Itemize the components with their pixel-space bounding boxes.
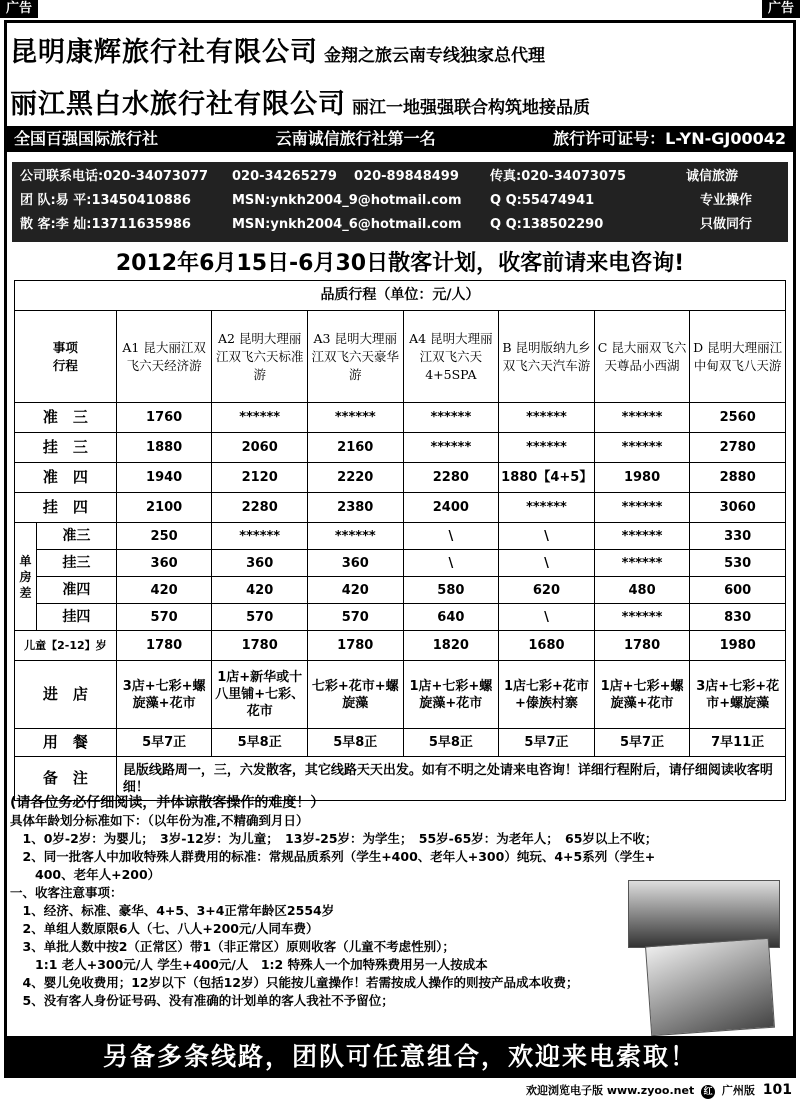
table-cell: \ <box>499 523 595 550</box>
table-cell: 1980 <box>690 631 786 661</box>
table-cell: 830 <box>690 604 786 631</box>
table-row <box>15 433 786 463</box>
contact-row <box>20 166 780 188</box>
table-cell: ****** <box>499 433 595 463</box>
table-cell: 360 <box>212 550 308 577</box>
table-cell: 1880 <box>116 433 212 463</box>
table-cell: 1980 <box>594 463 690 493</box>
table-cell: ****** <box>594 604 690 631</box>
slogan-item: 全国百强国际旅行社 <box>14 129 159 148</box>
table-cell: ****** <box>499 493 595 523</box>
bottom-banner: 另备多条线路，团队可任意组合，欢迎来电索取！ <box>4 1036 796 1078</box>
table-cell: 1820 <box>403 631 499 661</box>
contact-motto: 只做同行 <box>700 217 753 232</box>
table-cell: ****** <box>594 523 690 550</box>
table-cell: 2160 <box>307 433 403 463</box>
single-room-label: 单 房 差 <box>15 523 37 631</box>
table-cell: 1780 <box>212 631 308 661</box>
table-cell: \ <box>499 604 595 631</box>
row-label: 准 三 <box>15 403 117 433</box>
table-cell: 七彩+花市+螺旋藻 <box>307 661 403 729</box>
table-row <box>15 463 786 493</box>
table-cell: 1店+新华或十八里铺+七彩、花市 <box>212 661 308 729</box>
table-cell: 3店+七彩+螺旋藻+花市 <box>116 661 212 729</box>
row-label: 进 店 <box>15 661 117 729</box>
contact-motto: 专业操作 <box>700 193 753 208</box>
table-cell: 1940 <box>116 463 212 493</box>
contact-qq: Q Q:55474941 <box>490 193 595 208</box>
price-rows <box>15 403 786 523</box>
route-name: A2 昆明大理丽江双飞六天标准游 <box>212 311 308 403</box>
table-cell: ****** <box>594 433 690 463</box>
table-cell: ****** <box>307 523 403 550</box>
table-cell: ****** <box>403 433 499 463</box>
table-cell: 7早11正 <box>690 729 786 757</box>
footer-edition: 广州版 <box>721 1084 755 1097</box>
table-row <box>15 523 786 550</box>
table-row <box>15 577 786 604</box>
route-name: A1 昆大丽江双飞六天经济游 <box>116 311 212 403</box>
table-row <box>15 661 786 729</box>
contact-phone: 020-89848499 <box>354 169 459 184</box>
table-cell: 1780 <box>594 631 690 661</box>
note-line: 5、没有客人身份证号码、没有准确的计划单的客人我社不予留位； <box>10 993 394 1008</box>
table-cell: 5早7正 <box>499 729 595 757</box>
table-cell: 5早8正 <box>307 729 403 757</box>
table-cell: 1店+七彩+螺旋藻+花市 <box>403 661 499 729</box>
table-header: 品质行程（单位：元/人） <box>15 281 786 311</box>
row-label: 挂三 <box>36 550 116 577</box>
table-cell: 600 <box>690 577 786 604</box>
table-cell: 620 <box>499 577 595 604</box>
company-header-2 <box>10 82 590 121</box>
table-cell: 2280 <box>212 493 308 523</box>
note-line: 4、婴儿免收费用；12岁以下（包括12岁）只能按儿童操作！若需按成人操作的则按产品成本收费； <box>10 975 579 990</box>
row-label: 用 餐 <box>15 729 117 757</box>
table-cell: 1780 <box>307 631 403 661</box>
plan-title: 2012年6月15日-6月30日散客计划，收客前请来电咨询! <box>115 251 685 276</box>
table-cell: ****** <box>307 403 403 433</box>
contact-row <box>20 190 780 212</box>
table-cell: ****** <box>403 403 499 433</box>
contact-motto: 诚信旅游 <box>686 169 739 184</box>
row-label: 挂 三 <box>15 433 117 463</box>
contact-individual: 散 客:李 灿:13711635986 <box>20 217 191 232</box>
contact-phone: 020-34265279 <box>232 169 337 184</box>
table-row <box>15 493 786 523</box>
table-cell: ****** <box>594 403 690 433</box>
slogan-item: 云南诚信旅行社第一名 <box>275 129 436 148</box>
table-row <box>15 631 786 661</box>
table-cell: 1880【4+5】 <box>499 463 595 493</box>
company-name-1: 昆明康辉旅行社有限公司 <box>10 37 318 68</box>
route-name: A3 昆明大理丽江双飞六天豪华游 <box>307 311 403 403</box>
table-cell: 2880 <box>690 463 786 493</box>
ad-label-right: 广告 <box>762 0 800 18</box>
price-table <box>14 280 786 801</box>
single-room-rows <box>15 523 786 631</box>
table-cell: 570 <box>116 604 212 631</box>
corner-label: 事项 <box>52 339 78 355</box>
contact-row <box>20 214 780 236</box>
note-line: 一、收客注意事项： <box>10 885 123 900</box>
note-line: 2、同一批客人中加收特殊人群费用的标准：常规品质系列（学生+400、老年人+300）纯玩、4+5系列（学生+ <box>10 849 656 864</box>
row-label: 准三 <box>36 523 116 550</box>
table-cell: 1760 <box>116 403 212 433</box>
table-cell: 1店七彩+花市+傣族村寨 <box>499 661 595 729</box>
route-name: C 昆大丽双飞六天尊品小西湖 <box>594 311 690 403</box>
table-cell: 1店+七彩+螺旋藻+花市 <box>594 661 690 729</box>
table-cell: 2380 <box>307 493 403 523</box>
table-cell: ****** <box>594 493 690 523</box>
table-cell: ****** <box>212 523 308 550</box>
table-cell: 1780 <box>116 631 212 661</box>
table-cell: ****** <box>499 403 595 433</box>
table-cell: 250 <box>116 523 212 550</box>
table-cell: 5早7正 <box>116 729 212 757</box>
table-cell: 5早8正 <box>212 729 308 757</box>
page-footer <box>526 1082 792 1099</box>
table-cell: 420 <box>307 577 403 604</box>
table-cell: 360 <box>307 550 403 577</box>
note-line: 1、0岁-2岁：为婴儿； 3岁-12岁：为儿童； 13岁-25岁：为学生； 55岁-65岁：为老年人； 65岁以上不收； <box>10 831 658 846</box>
table-cell: 5早8正 <box>403 729 499 757</box>
table-row <box>15 550 786 577</box>
company-name-2: 丽江黑白水旅行社有限公司 <box>10 89 346 120</box>
table-cell: 420 <box>212 577 308 604</box>
row-label: 儿童【2-12】岁 <box>15 631 117 661</box>
table-row <box>15 604 786 631</box>
table-cell: 5早7正 <box>594 729 690 757</box>
row-label: 准四 <box>36 577 116 604</box>
table-cell: 330 <box>690 523 786 550</box>
note-line: 1、经济、标准、豪华、4+5、3+4正常年龄区2554岁 <box>10 903 335 918</box>
route-name: D 昆明大理丽江中甸双飞八天游 <box>690 311 786 403</box>
contact-msn: MSN:ynkh2004_9@hotmail.com <box>232 193 462 208</box>
table-cell: 2280 <box>403 463 499 493</box>
contact-fax: 传真:020-34073075 <box>490 169 627 184</box>
contact-panel <box>12 162 788 242</box>
contact-qq: Q Q:138502290 <box>490 217 604 232</box>
note-line: 400、老年人+200） <box>10 867 161 882</box>
table-cell: 2120 <box>212 463 308 493</box>
contact-group: 团 队:易 平:13450410886 <box>20 193 191 208</box>
company-header-1 <box>10 30 545 69</box>
table-cell: \ <box>499 550 595 577</box>
page-number: 101 <box>762 1082 792 1098</box>
table-cell: ****** <box>594 550 690 577</box>
company-tagline-1: 金翔之旅云南专线独家总代理 <box>324 46 545 66</box>
slogan-bar <box>4 126 796 152</box>
note-line: 2、单组人数原限6人（七、八人+200元/人同车费） <box>10 921 319 936</box>
table-cell: \ <box>403 523 499 550</box>
route-name: A4 昆明大理丽江双飞六天4+5SPA <box>403 311 499 403</box>
corner-label: 行程 <box>52 357 78 373</box>
notes-section <box>10 794 658 1010</box>
table-cell: 2220 <box>307 463 403 493</box>
table-cell: 420 <box>116 577 212 604</box>
note-line: 3、单批人数中按2（正常区）带1（非正常区）原则收客（儿童不考虑性别）； <box>10 939 455 954</box>
table-cell: 360 <box>116 550 212 577</box>
ad-label-left: 广告 <box>0 0 38 18</box>
table-cell: 2400 <box>403 493 499 523</box>
remark-text: 昆版线路周一，三，六发散客，其它线路天天出发。如有不明之处请来电咨询！详细行程附后，请仔细阅读收客明细！ <box>116 757 785 801</box>
table-row <box>15 729 786 757</box>
table-cell: 1680 <box>499 631 595 661</box>
newspaper-logo-icon: 红 <box>701 1085 715 1099</box>
note-line: (请各位务必仔细阅读，并体谅散客操作的难度！） <box>10 795 325 811</box>
row-label: 挂 四 <box>15 493 117 523</box>
table-cell: 2780 <box>690 433 786 463</box>
table-cell: 2100 <box>116 493 212 523</box>
table-cell: 3060 <box>690 493 786 523</box>
slogan-item: 旅行许可证号：L-YN-GJ00042 <box>553 129 786 148</box>
table-cell: 480 <box>594 577 690 604</box>
row-label: 准 四 <box>15 463 117 493</box>
corner-cell <box>15 311 117 403</box>
table-cell: 2060 <box>212 433 308 463</box>
table-row <box>15 403 786 433</box>
footer-site: 欢迎浏览电子版 www.zyoo.net <box>526 1084 695 1097</box>
company-tagline-2: 丽江一地强强联合构筑地接品质 <box>352 98 590 118</box>
note-line: 1:1 老人+300元/人 学生+400元/人 1:2 特殊人一个加特殊费用另一人按成本 <box>10 957 488 972</box>
table-cell: 3店+七彩+花市+螺旋藻 <box>690 661 786 729</box>
table-cell: \ <box>403 550 499 577</box>
table-cell: 640 <box>403 604 499 631</box>
table-cell: 570 <box>307 604 403 631</box>
table-cell: 2560 <box>690 403 786 433</box>
table-cell: 580 <box>403 577 499 604</box>
contact-msn: MSN:ynkh2004_6@hotmail.com <box>232 217 462 232</box>
row-label: 备 注 <box>15 757 117 801</box>
note-line: 具体年龄划分标准如下：（以年份为准,不精确到月日） <box>10 813 309 828</box>
lijiang-gate-photo <box>645 938 775 1036</box>
table-cell: ****** <box>212 403 308 433</box>
route-name: B 昆明版纳九乡双飞六天汽车游 <box>499 311 595 403</box>
table-cell: 570 <box>212 604 308 631</box>
contact-phone: 公司联系电话:020-34073077 <box>20 169 209 184</box>
table-cell: 530 <box>690 550 786 577</box>
row-label: 挂四 <box>36 604 116 631</box>
